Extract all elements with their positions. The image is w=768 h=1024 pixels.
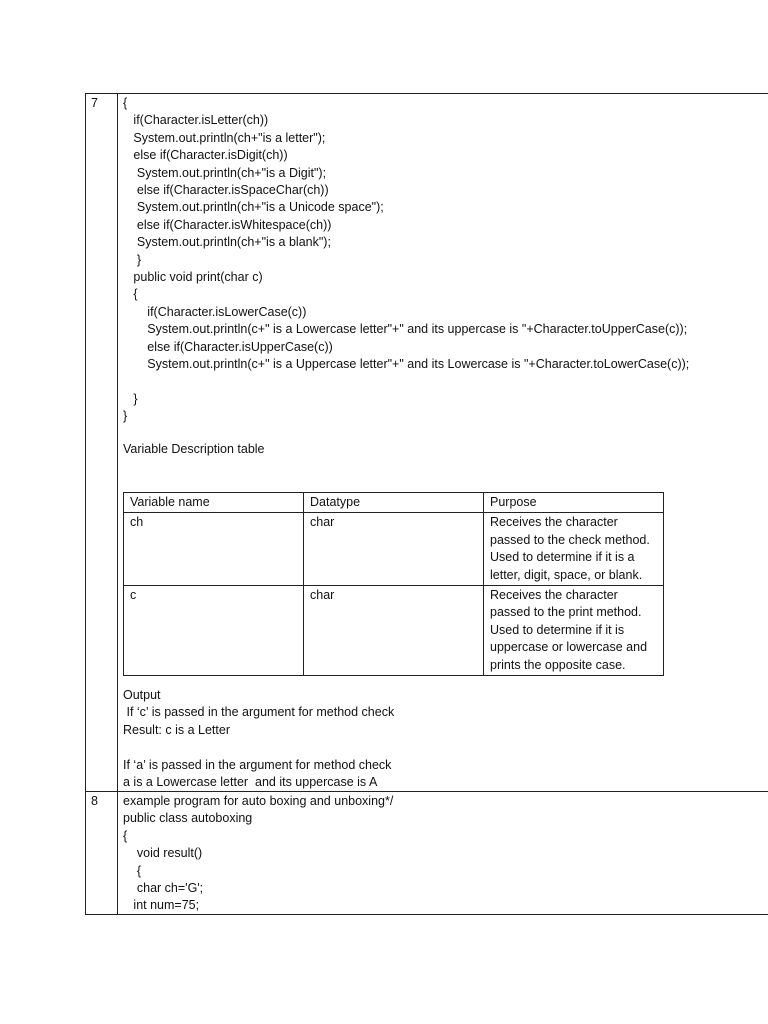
- text-line: System.out.println(ch+"is a blank");: [123, 235, 331, 250]
- text-line: System.out.println(ch+"is a letter");: [123, 130, 326, 145]
- text-line: else if(Character.isDigit(ch)): [123, 148, 288, 163]
- table-border-top: [85, 93, 768, 94]
- text-line: System.out.println(c+" is a Uppercase letter"+" and its Lowercase is "+Character.toLowerCase(c));: [123, 357, 690, 371]
- table-row: [124, 586, 664, 676]
- text-line: void result(): [123, 846, 203, 861]
- text-line: {: [123, 287, 138, 302]
- text-line: else if(Character.isWhitespace(ch)): [123, 217, 332, 232]
- text-line: a is a Lowercase letter and its uppercase is A: [123, 775, 378, 789]
- table-header-cell: Datatype: [304, 493, 484, 513]
- text-line: int num=75;: [123, 898, 200, 913]
- table-cell: char: [304, 513, 484, 586]
- text-line: }: [123, 252, 142, 267]
- text-line: public class autoboxing: [123, 811, 253, 826]
- text-line: {: [123, 96, 128, 110]
- table-cell: Receives the character passed to the check method. Used to determine if it is a letter, digit, space, or blank.: [484, 513, 664, 586]
- table-header-cell: Variable name: [124, 493, 304, 513]
- column-divider: [117, 93, 118, 915]
- document-table: [85, 93, 768, 915]
- text-line: Output: [123, 688, 161, 702]
- table-cell: char: [304, 586, 484, 676]
- row-number-8: 8: [91, 794, 98, 808]
- text-line: System.out.println(ch+"is a Digit");: [123, 165, 327, 180]
- table-cell: c: [124, 586, 304, 676]
- text-line: If ‘c’ is passed in the argument for method check: [123, 705, 395, 720]
- text-line: }: [123, 391, 138, 406]
- text-line: else if(Character.isSpaceChar(ch)): [123, 183, 329, 197]
- table-header-cell: Purpose: [484, 493, 664, 513]
- variable-description-table: [123, 492, 664, 676]
- text-line: else if(Character.isUpperCase(c)): [123, 339, 333, 354]
- table-border-left: [85, 93, 86, 915]
- text-line: Result: c is a Letter: [123, 722, 230, 737]
- text-line: example program for auto boxing and unboxing*/: [123, 794, 394, 808]
- text-line: }: [123, 409, 128, 424]
- text-line: {: [123, 828, 128, 843]
- table-row: [124, 513, 664, 586]
- text-line: if(Character.isLowerCase(c)): [123, 304, 307, 319]
- text-line: If ‘a’ is passed in the argument for method check: [123, 757, 392, 772]
- table-title: Variable Description table: [123, 442, 265, 456]
- table-cell: ch: [124, 513, 304, 586]
- text-line: if(Character.isLetter(ch)): [123, 113, 269, 128]
- text-line: char ch='G';: [123, 881, 204, 895]
- row-number-7: 7: [91, 96, 98, 110]
- text-line: System.out.println(ch+"is a Unicode space");: [123, 200, 384, 215]
- table-cell: Receives the character passed to the print method. Used to determine if it is uppercase or lowercase and prints the opposite case.: [484, 586, 664, 676]
- table-header-row: [124, 493, 664, 513]
- text-line: {: [123, 863, 142, 878]
- text-line: public void print(char c): [123, 270, 263, 284]
- text-line: System.out.println(c+" is a Lowercase letter"+" and its uppercase is "+Character.toUpperCase(c));: [123, 322, 688, 337]
